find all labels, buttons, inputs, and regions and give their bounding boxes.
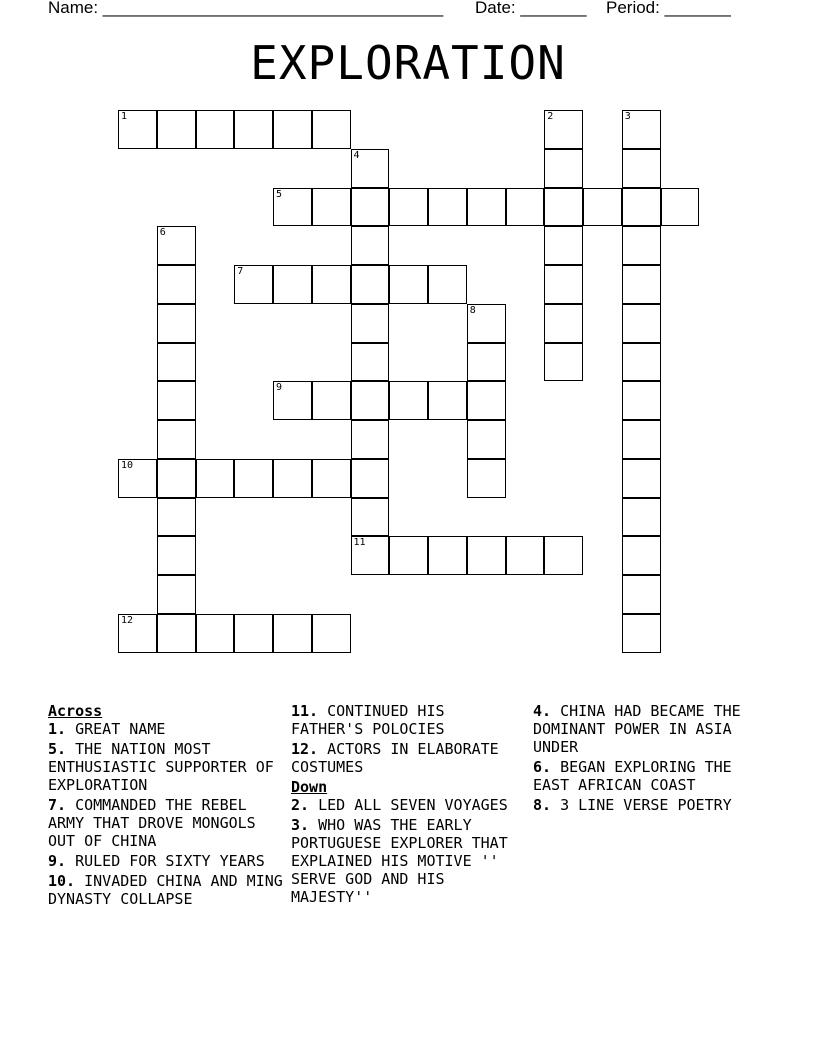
grid-cell[interactable] bbox=[312, 265, 351, 304]
name-field-label: Name: ____________________________________ bbox=[48, 0, 444, 17]
grid-cell[interactable] bbox=[428, 265, 467, 304]
grid-cell[interactable] bbox=[234, 265, 273, 304]
clue-number: 9. bbox=[48, 852, 67, 870]
cell-number: 9 bbox=[276, 382, 283, 394]
grid-cell[interactable] bbox=[157, 498, 196, 537]
clue-number: 8. bbox=[533, 796, 552, 814]
grid-cell[interactable] bbox=[428, 536, 467, 575]
grid-cell[interactable] bbox=[351, 149, 390, 188]
grid-cell[interactable] bbox=[351, 459, 390, 498]
grid-cell[interactable] bbox=[234, 110, 273, 149]
grid-cell[interactable] bbox=[196, 614, 235, 653]
grid-cell[interactable] bbox=[351, 265, 390, 304]
grid-cell[interactable] bbox=[544, 304, 583, 343]
grid-cell[interactable] bbox=[622, 304, 661, 343]
grid-cell[interactable] bbox=[622, 420, 661, 459]
grid-cell[interactable] bbox=[312, 614, 351, 653]
cell-number: 4 bbox=[353, 149, 360, 161]
clue-text: GREAT NAME bbox=[75, 720, 166, 738]
grid-cell[interactable] bbox=[544, 536, 583, 575]
clue-text: WHO WAS THE EARLY PORTUGUESE EXPLORER THAT EXPLAINED HIS MOTIVE '' SERVE GOD AND HIS MAJESTY'' bbox=[291, 816, 508, 906]
grid-cell[interactable] bbox=[622, 459, 661, 498]
clue-text: ACTORS IN ELABORATE COSTUMES bbox=[291, 740, 499, 776]
grid-cell[interactable] bbox=[273, 265, 312, 304]
clue-number: 1. bbox=[48, 720, 67, 738]
grid-cell[interactable] bbox=[622, 110, 661, 149]
grid-cell[interactable] bbox=[389, 265, 428, 304]
across-clue-9 bbox=[48, 852, 288, 870]
grid-cell[interactable] bbox=[351, 226, 390, 265]
grid-cell[interactable] bbox=[157, 343, 196, 382]
clue-text: LED ALL SEVEN VOYAGES bbox=[318, 796, 508, 814]
cell-number: 3 bbox=[624, 111, 631, 122]
cell-number: 12 bbox=[121, 614, 134, 626]
grid-cell[interactable] bbox=[506, 188, 545, 227]
grid-cell[interactable] bbox=[157, 459, 196, 498]
grid-cell[interactable] bbox=[467, 381, 506, 420]
grid-cell[interactable] bbox=[351, 188, 390, 227]
cell-number: 10 bbox=[121, 459, 134, 471]
clue-text: THE NATION MOST ENTHUSIASTIC SUPPORTER OF EXPLORATION bbox=[48, 740, 274, 794]
grid-cell[interactable] bbox=[234, 459, 273, 498]
grid-cell[interactable] bbox=[622, 265, 661, 304]
across-clue-11 bbox=[291, 702, 519, 738]
grid-cell[interactable] bbox=[351, 381, 390, 420]
down-clue-4 bbox=[533, 702, 773, 756]
grid-cell[interactable] bbox=[467, 188, 506, 227]
clue-column-3 bbox=[533, 702, 773, 816]
clue-text: BEGAN EXPLORING THE EAST AFRICAN COAST bbox=[533, 758, 732, 794]
grid-cell[interactable] bbox=[467, 459, 506, 498]
grid-cell[interactable] bbox=[273, 188, 312, 227]
cell-number: 6 bbox=[159, 227, 166, 239]
grid-cell[interactable] bbox=[351, 498, 390, 537]
clue-number: 4. bbox=[533, 702, 552, 720]
grid-cell[interactable] bbox=[157, 614, 196, 653]
across-clue-5 bbox=[48, 740, 288, 794]
clue-text: INVADED CHINA AND MING DYNASTY COLLAPSE bbox=[48, 872, 283, 908]
cell-number: 5 bbox=[276, 188, 283, 200]
down-clue-3 bbox=[291, 816, 519, 906]
grid-cell[interactable] bbox=[622, 536, 661, 575]
across-clue-12 bbox=[291, 740, 519, 776]
grid-cell[interactable] bbox=[622, 614, 661, 653]
grid-cell[interactable] bbox=[157, 110, 196, 149]
grid-cell[interactable] bbox=[583, 188, 622, 227]
grid-cell[interactable] bbox=[157, 265, 196, 304]
clue-number: 11. bbox=[291, 702, 319, 720]
clue-column-1 bbox=[48, 702, 288, 910]
period-field-label: Period: _______ bbox=[606, 0, 731, 17]
grid-cell[interactable] bbox=[351, 304, 390, 343]
grid-cell[interactable] bbox=[467, 536, 506, 575]
grid-cell[interactable] bbox=[544, 149, 583, 188]
grid-cell[interactable] bbox=[389, 536, 428, 575]
grid-cell[interactable] bbox=[622, 381, 661, 420]
grid-cell[interactable] bbox=[157, 536, 196, 575]
grid-cell[interactable] bbox=[312, 459, 351, 498]
grid-cell[interactable] bbox=[622, 575, 661, 614]
grid-cell[interactable] bbox=[273, 459, 312, 498]
grid-cell[interactable] bbox=[273, 110, 312, 149]
grid-cell[interactable] bbox=[118, 459, 157, 498]
grid-cell[interactable] bbox=[544, 265, 583, 304]
grid-cell[interactable] bbox=[312, 110, 351, 149]
grid-cell[interactable] bbox=[157, 575, 196, 614]
grid-cell[interactable] bbox=[351, 420, 390, 459]
grid-cell[interactable] bbox=[467, 420, 506, 459]
cell-number: 1 bbox=[121, 111, 128, 122]
grid-cell[interactable] bbox=[428, 188, 467, 227]
grid-cell[interactable] bbox=[157, 381, 196, 420]
grid-cell[interactable] bbox=[506, 536, 545, 575]
clue-number: 7. bbox=[48, 796, 67, 814]
grid-cell[interactable] bbox=[467, 343, 506, 382]
down-clue-2 bbox=[291, 796, 519, 814]
grid-cell[interactable] bbox=[622, 188, 661, 227]
grid-cell[interactable] bbox=[544, 188, 583, 227]
clue-number: 12. bbox=[291, 740, 319, 758]
cell-number: 2 bbox=[547, 111, 554, 122]
down-clue-8 bbox=[533, 796, 773, 814]
grid-cell[interactable] bbox=[157, 420, 196, 459]
grid-cell[interactable] bbox=[467, 304, 506, 343]
clue-text: CHINA HAD BECAME THE DOMINANT POWER IN ASIA UNDER bbox=[533, 702, 741, 756]
grid-cell[interactable] bbox=[157, 226, 196, 265]
grid-cell[interactable] bbox=[544, 343, 583, 382]
grid-cell[interactable] bbox=[118, 110, 157, 149]
grid-cell[interactable] bbox=[544, 226, 583, 265]
grid-cell[interactable] bbox=[622, 343, 661, 382]
clue-text: CONTINUED HIS FATHER'S POLOCIES bbox=[291, 702, 445, 738]
grid-cell[interactable] bbox=[196, 459, 235, 498]
grid-cell[interactable] bbox=[273, 381, 312, 420]
cell-number: 7 bbox=[237, 266, 244, 277]
grid-cell[interactable] bbox=[389, 381, 428, 420]
clue-number: 2. bbox=[291, 796, 310, 814]
across-clue-10 bbox=[48, 872, 288, 908]
clue-number: 6. bbox=[533, 758, 552, 776]
grid-cell[interactable] bbox=[351, 536, 390, 575]
puzzle-title: EXPLORATION bbox=[250, 36, 566, 90]
clue-number: 3. bbox=[291, 816, 310, 834]
grid-cell[interactable] bbox=[157, 304, 196, 343]
grid-cell[interactable] bbox=[312, 188, 351, 227]
clue-number: 10. bbox=[48, 872, 76, 890]
grid-cell[interactable] bbox=[622, 226, 661, 265]
across-clue-7 bbox=[48, 796, 288, 850]
grid-cell[interactable] bbox=[389, 188, 428, 227]
across-heading: Across bbox=[48, 702, 103, 720]
grid-cell[interactable] bbox=[273, 614, 312, 653]
down-clue-6 bbox=[533, 758, 773, 794]
clue-text: COMMANDED THE REBEL ARMY THAT DROVE MONGOLS OUT OF CHINA bbox=[48, 796, 256, 850]
grid-cell[interactable] bbox=[544, 110, 583, 149]
grid-cell[interactable] bbox=[312, 381, 351, 420]
grid-cell[interactable] bbox=[661, 188, 700, 227]
clue-number: 5. bbox=[48, 740, 67, 758]
clue-text: 3 LINE VERSE POETRY bbox=[560, 796, 732, 814]
date-field-label: Date: _______ bbox=[475, 0, 587, 17]
grid-cell[interactable] bbox=[234, 614, 273, 653]
across-clue-1 bbox=[48, 720, 288, 738]
grid-cell[interactable] bbox=[196, 110, 235, 149]
grid-cell[interactable] bbox=[118, 614, 157, 653]
cell-number: 8 bbox=[469, 304, 476, 316]
clue-column-2 bbox=[291, 702, 519, 908]
clue-text: RULED FOR SIXTY YEARS bbox=[75, 852, 265, 870]
down-heading: Down bbox=[291, 778, 328, 796]
grid-cell[interactable] bbox=[428, 381, 467, 420]
grid-cell[interactable] bbox=[622, 149, 661, 188]
grid-cell[interactable] bbox=[622, 498, 661, 537]
grid-cell[interactable] bbox=[351, 343, 390, 382]
cell-number: 11 bbox=[353, 537, 366, 549]
